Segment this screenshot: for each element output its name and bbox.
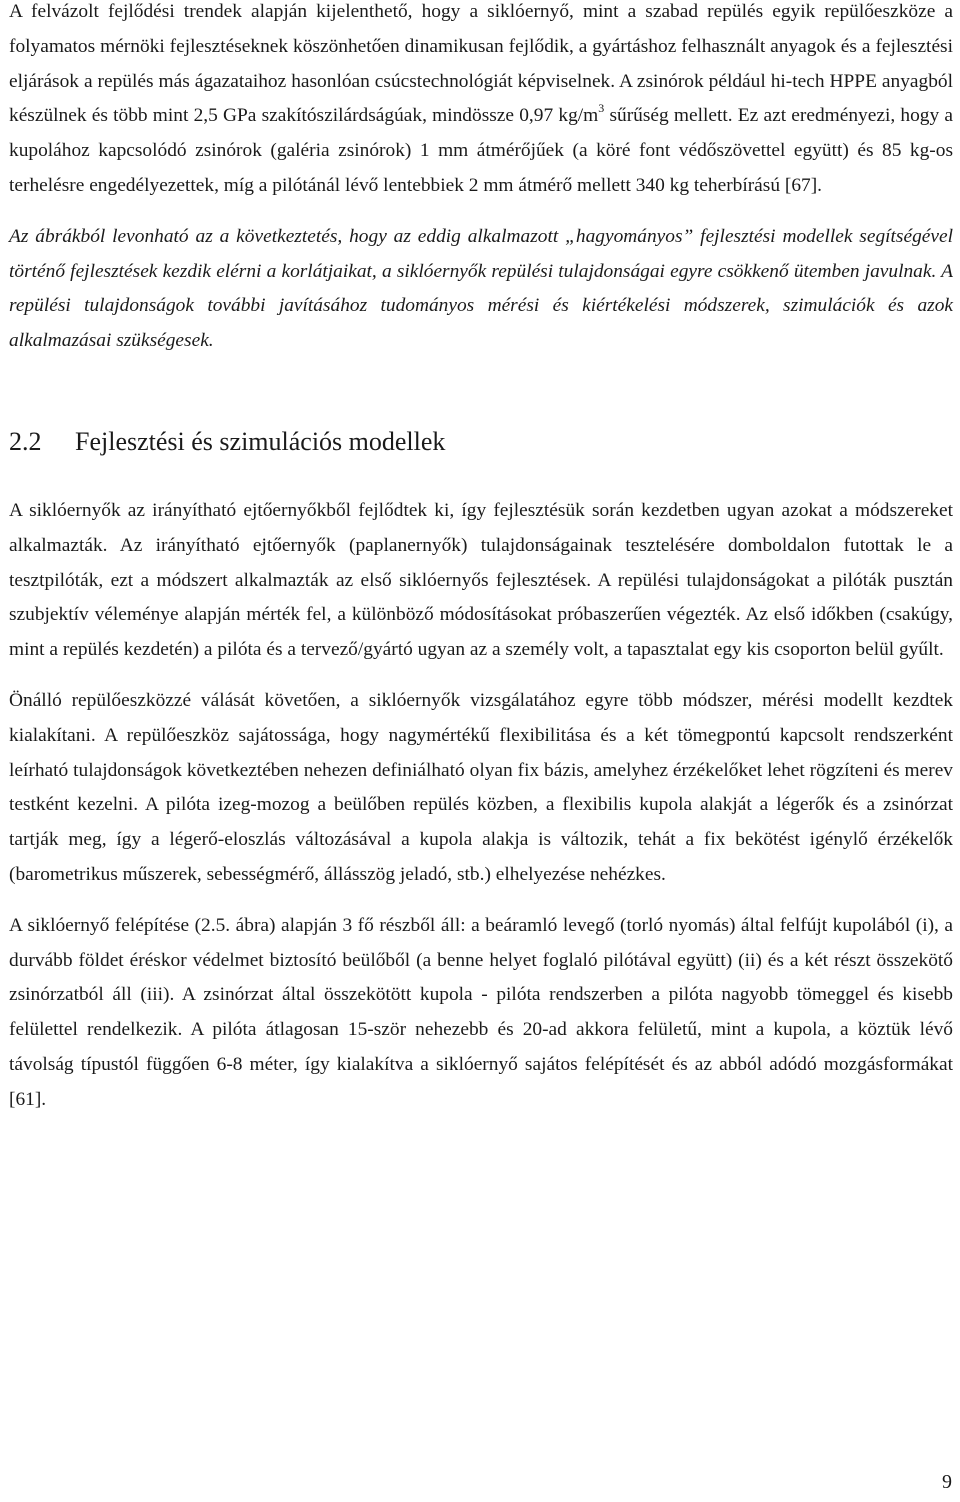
superscript-exponent: 3 [598, 101, 605, 116]
document-page [9, 0, 953, 1118]
section-title: Fejlesztési és szimulációs modellek [75, 426, 446, 456]
page-number: 9 [942, 1471, 952, 1493]
paragraph-paraglider-trends [9, 0, 953, 204]
paragraph-structure: A siklóernyő felépítése (2.5. ábra) alapján 3 fő részből áll: a beáramló levegő (torló nyomás) által felfújt kupolából (i), a durvább földet éréskor védelmet biztosító beülőből (a benne helyet foglaló pilótával együtt) (ii) és a két részt összekötő zsinórzatból áll (iii). A zsinórzat által összekötött kupola - pilóta rendszerben a pilóta nagyobb tömeggel és kisebb felülettel rendelkezik. A pilóta átlagosan 15-ször nehezebb és 20-ad akkora felületű, mint a kupola, a köztük lévő távolság típustól függően 6-8 méter, így kialakítva a siklóernyő sajátos felépítését és az abból adódó mozgásformákat [61]. [9, 914, 953, 1110]
section-number: 2.2 [9, 426, 42, 456]
paragraph-text: A felvázolt fejlődési trendek alapján kijelenthető, hogy a siklóernyő, mint a szabad repülés egyik repülőeszköze a folyamatos mérnöki fejlesztéseknek köszönhetően dinamikusan fejlődik, a gyártáshoz felhasznált anyagok és a fejlesztési eljárások a repülés más ágazataihoz hasonlóan csúcstechnológiát képviselnek. A zsinórok például hi-tech HPPE anyagból készülnek és több mint 2,5 GPa szakítószilárdságúak, mindössze 0,97 kg/m [9, 1, 953, 127]
paragraph-conclusion-italic: Az ábrákból levonható az a következtetés, hogy az eddig alkalmazott „hagyományos” fejlesztési modellek segítségével történő fejlesztések kezdik elérni a korlátjaikat, a siklóernyők repülési tulajdonságai egyre csökkenő ütemben javulnak. A repülési tulajdonságok további javításához tudományos mérési és kiértékelési módszerek, szimulációk és azok alkalmazásai szükségesek. [9, 225, 953, 352]
paragraph-text-continued: sűrűség mellett. Ez azt eredményezi, hogy a kupolához kapcsolódó zsinórok (galéria zsinórok) 1 mm átmérőjűek (a köré font védőszövettel együtt) és 85 kg-os terhelésre engedélyezettek, míg a pilótánál lévő lentebbiek 2 mm átmérő mellett 340 kg teherbírású [67]. [9, 105, 953, 196]
section-heading [9, 425, 953, 459]
paragraph-measurement-methods: Önálló repülőeszközzé válását követően, a siklóernyők vizsgálatához egyre több módszer, mérési modellt kezdtek kialakítani. A repülőeszköz sajátossága, hogy nagymértékű flexibilitása és a két tömegpontú kapcsolt rendszerként leírható tulajdonságok következtében nehezen definiálható olyan fix bázis, amelyhez érzékelőket lehet rögzíteni és merev testként kezelni. A pilóta izeg-mozog a beülőben repülés közben, a flexibilis kupola alakját a légerők és a zsinórzat tartják meg, így a légerő-eloszlás változásával a kupola alakja is változik, tehát a fix bekötést igénylő érzékelők (barometrikus műszerek, sebességmérő, állásszög jeladó, stb.) elhelyezése nehézkes. [9, 689, 953, 885]
paragraph-origins: A siklóernyők az irányítható ejtőernyőkből fejlődtek ki, így fejlesztésük során kezdetben ugyan azokat a módszereket alkalmazták. Az irányítható ejtőernyők (paplanernyők) tulajdonságainak tesztelésére domboldalon futottak le a tesztpilóták, ezt a módszert alkalmazták az első siklóernyős fejlesztések. A repülési tulajdonságokat a pilóták pusztán szubjektív véleménye alapján mérték fel, a különböző módosításokat próbaszerűen végezték. Az első időkben (csakúgy, mint a repülés kezdetén) a pilóta és a tervező/gyártó ugyan az a személy volt, a tapasztalat egy kis csoporton belül gyűlt. [9, 499, 953, 661]
